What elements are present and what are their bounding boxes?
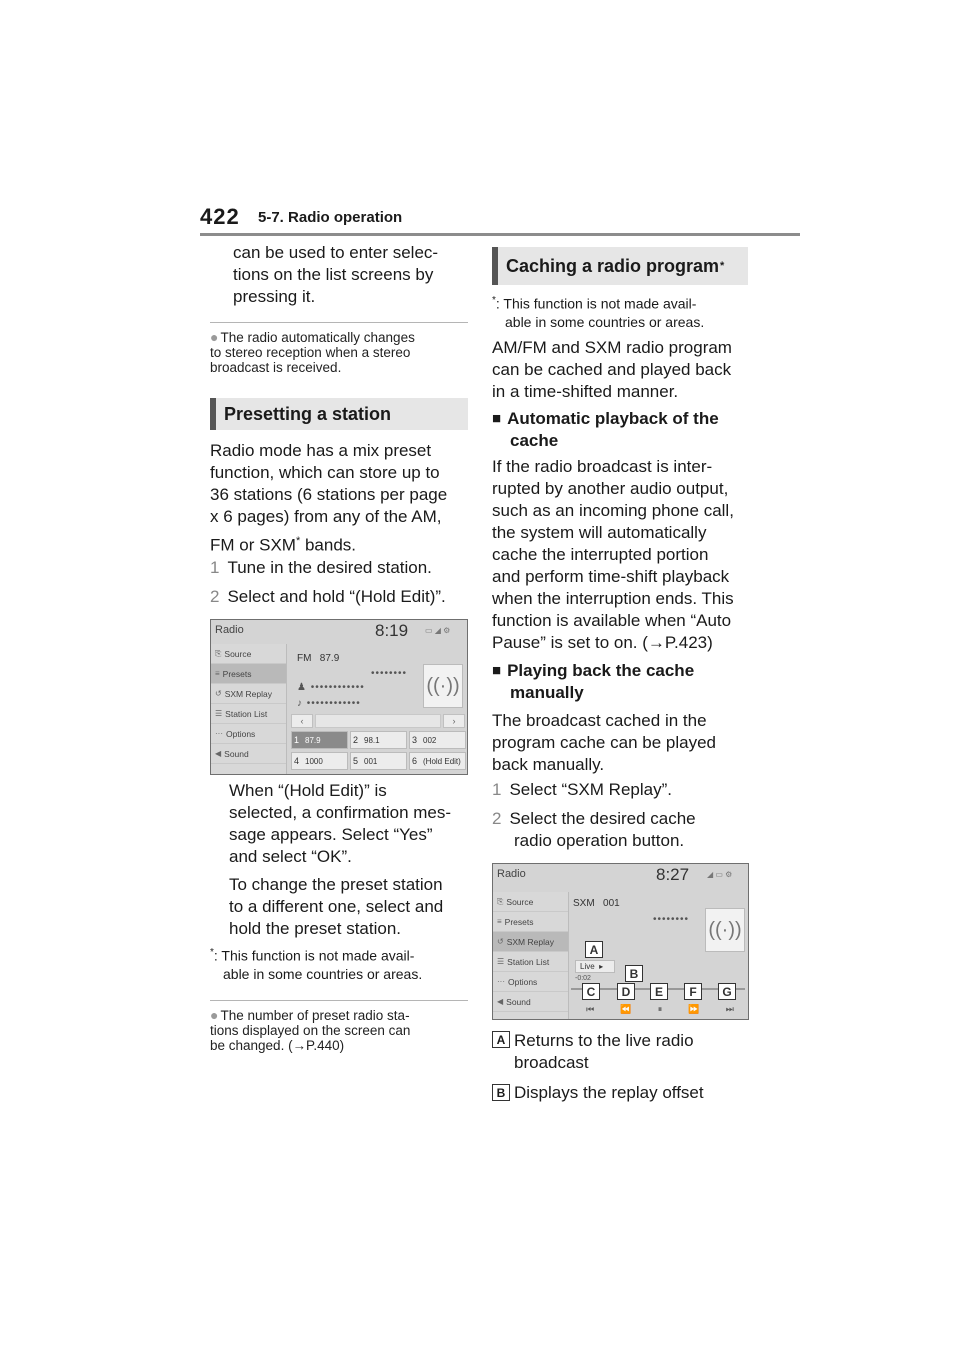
note-stereo: ● The radio automatically changes to stereo reception when a stereo broadcast is received. xyxy=(210,329,415,375)
callout-e: E xyxy=(650,983,668,1000)
sound-icon: ◀ xyxy=(497,997,504,1006)
station-readout: FM 87.9 xyxy=(297,653,340,664)
song-line: ♪ •••••••••••• xyxy=(297,698,361,709)
automatic-paragraph: If the radio broadcast is inter- rupted by another audio output, such as an incoming phone call, the system will automatically cache the interrupted portion and perform time-shift playback when the interruption ends. This function is available when “Auto Pause” is set to on. (→P.423) xyxy=(492,457,734,652)
callout-d: D xyxy=(617,983,635,1000)
section-title: 5-7. Radio operation xyxy=(258,209,403,226)
prev-page-button[interactable]: ‹ xyxy=(291,714,313,728)
footnote-left: *: This function is not made avail- able in some countries or areas. xyxy=(210,947,423,982)
rds-dots: •••••••• xyxy=(371,668,408,679)
footnote-right: *: This function is not made avail- able in some countries or areas. xyxy=(492,295,705,330)
step-1: 1 Tune in the desired station. xyxy=(210,558,432,577)
source-icon: ⎘ xyxy=(497,896,504,906)
sxm-replay-screenshot xyxy=(492,863,749,1020)
bullet-change-preset: To change the preset station to a different one, select and hold the preset station. xyxy=(210,874,475,940)
replay-step-2: 2 Select the desired cache radio operation button. xyxy=(492,809,696,850)
list-icon: ☰ xyxy=(497,957,505,966)
menu-presets[interactable]: ≡ Presets xyxy=(211,664,286,684)
status-icons: ◢ ▭ ⚙ xyxy=(707,870,733,879)
replay-offset: -0:02 xyxy=(575,975,591,982)
radio-sidebar xyxy=(211,644,287,775)
square-bullet-icon: ■ xyxy=(492,410,502,427)
bullet-icon xyxy=(210,780,229,802)
square-bullet-icon: ■ xyxy=(492,662,502,679)
legend-letter-a: A xyxy=(492,1031,510,1048)
screen-title: Radio xyxy=(215,624,244,636)
menu-station-list[interactable]: ☰ Station List xyxy=(211,704,286,724)
menu-sxm-replay[interactable]: ↺ SXM Replay xyxy=(493,932,568,952)
radio-sidebar xyxy=(493,892,569,1020)
menu-sxm-replay[interactable]: ↺ SXM Replay xyxy=(211,684,286,704)
preset-6-hold-edit[interactable]: 6 (Hold Edit) xyxy=(409,752,466,770)
rewind-button[interactable]: ⏪ xyxy=(620,1003,632,1014)
preset-1[interactable]: 1 87.9 xyxy=(291,731,348,749)
artist-line: ♟ •••••••••••• xyxy=(297,682,365,693)
replay-icon: ↺ xyxy=(497,937,504,946)
live-button[interactable]: Live ▸ xyxy=(575,960,615,973)
callout-g: G xyxy=(718,983,736,1000)
heading-presetting: Presetting a station xyxy=(210,398,468,430)
menu-sound[interactable]: ◀ Sound xyxy=(493,992,568,1012)
radio-signal-icon: ((·)) xyxy=(423,664,463,708)
options-icon: ··· xyxy=(497,977,505,986)
rds-dots: •••••••• xyxy=(653,914,690,925)
fast-forward-button[interactable]: ⏩ xyxy=(688,1003,700,1014)
caching-paragraph: AM/FM and SXM radio program can be cached and played back in a time-shifted manner. xyxy=(492,338,732,401)
note-bullet-icon: ● xyxy=(210,1007,219,1023)
menu-options[interactable]: ··· Options xyxy=(493,972,568,992)
page-number: 422 xyxy=(200,204,240,229)
skip-back-button[interactable]: ⏮ xyxy=(586,1003,595,1014)
replay-icon: ↺ xyxy=(215,689,222,698)
step-2: 2 Select and hold “(Hold Edit)”. xyxy=(210,587,446,606)
status-icons: ▭ ◢ ⚙ xyxy=(425,626,451,635)
bullet-icon xyxy=(210,874,229,896)
menu-options[interactable]: ··· Options xyxy=(211,724,286,744)
pause-button[interactable]: ⏸ xyxy=(657,1003,663,1014)
menu-source[interactable]: ⎘ Source xyxy=(493,892,568,912)
note-rule xyxy=(210,1000,468,1001)
list-icon: ☰ xyxy=(215,709,223,718)
transport-controls xyxy=(573,1000,747,1018)
screen-title: Radio xyxy=(497,868,526,880)
manual-paragraph: The broadcast cached in the program cache can be played back manually. xyxy=(492,711,716,774)
replay-step-1: 1 Select “SXM Replay”. xyxy=(492,780,672,799)
options-icon: ··· xyxy=(215,729,223,738)
radio-presets-screenshot xyxy=(210,619,468,775)
preset-2[interactable]: 2 98.1 xyxy=(350,731,407,749)
presetting-paragraph: Radio mode has a mix preset function, which can store up to 36 stations (6 stations per page x 6 pages) from any of the AM, FM or SXM* bands. xyxy=(210,441,448,555)
subheading-automatic: ■ Automatic playback of the cache xyxy=(492,409,719,450)
menu-source[interactable]: ⎘ Source xyxy=(211,644,286,664)
legend-letter-b: B xyxy=(492,1084,510,1101)
skip-forward-button[interactable]: ⏭ xyxy=(725,1003,734,1014)
sound-icon: ◀ xyxy=(215,749,222,758)
source-icon: ⎘ xyxy=(215,648,222,658)
preset-4[interactable]: 4 1000 xyxy=(291,752,348,770)
radio-signal-icon: ((·)) xyxy=(705,908,745,952)
subheading-manual: ■ Playing back the cache manually xyxy=(492,661,695,702)
legend-b-text: Displays the replay offset xyxy=(514,1083,704,1102)
intro-text: can be used to enter selec- tions on the list screens by pressing it. xyxy=(233,243,439,306)
note-preset-count: ● The number of preset radio sta- tions displayed on the screen can be changed. (→P.440) xyxy=(210,1007,411,1053)
next-page-button[interactable]: › xyxy=(443,714,465,728)
header-rule xyxy=(200,233,800,236)
screen-clock: 8:27 xyxy=(656,865,690,884)
note-bullet-icon: ● xyxy=(210,329,219,345)
callout-f: F xyxy=(684,983,702,1000)
callout-c: C xyxy=(582,983,600,1000)
screen-clock: 8:19 xyxy=(375,621,409,640)
callout-a: A xyxy=(585,941,603,958)
page-indicator xyxy=(315,714,441,728)
presets-icon: ≡ xyxy=(215,669,220,678)
presets-icon: ≡ xyxy=(497,917,502,926)
menu-station-list[interactable]: ☰ Station List xyxy=(493,952,568,972)
bullet-hold-edit: When “(Hold Edit)” is selected, a confirmation mes- sage appears. Select “Yes” and select “OK”. xyxy=(210,780,475,868)
station-readout: SXM 001 xyxy=(573,898,620,909)
preset-3[interactable]: 3 002 xyxy=(409,731,466,749)
callout-b: B xyxy=(625,965,643,982)
note-rule xyxy=(210,322,468,323)
preset-5[interactable]: 5 001 xyxy=(350,752,407,770)
legend-a-text: Returns to the live radio broadcast xyxy=(514,1031,694,1072)
menu-presets[interactable]: ≡ Presets xyxy=(493,912,568,932)
menu-sound[interactable]: ◀ Sound xyxy=(211,744,286,764)
heading-caching: Caching a radio program * xyxy=(492,247,748,285)
